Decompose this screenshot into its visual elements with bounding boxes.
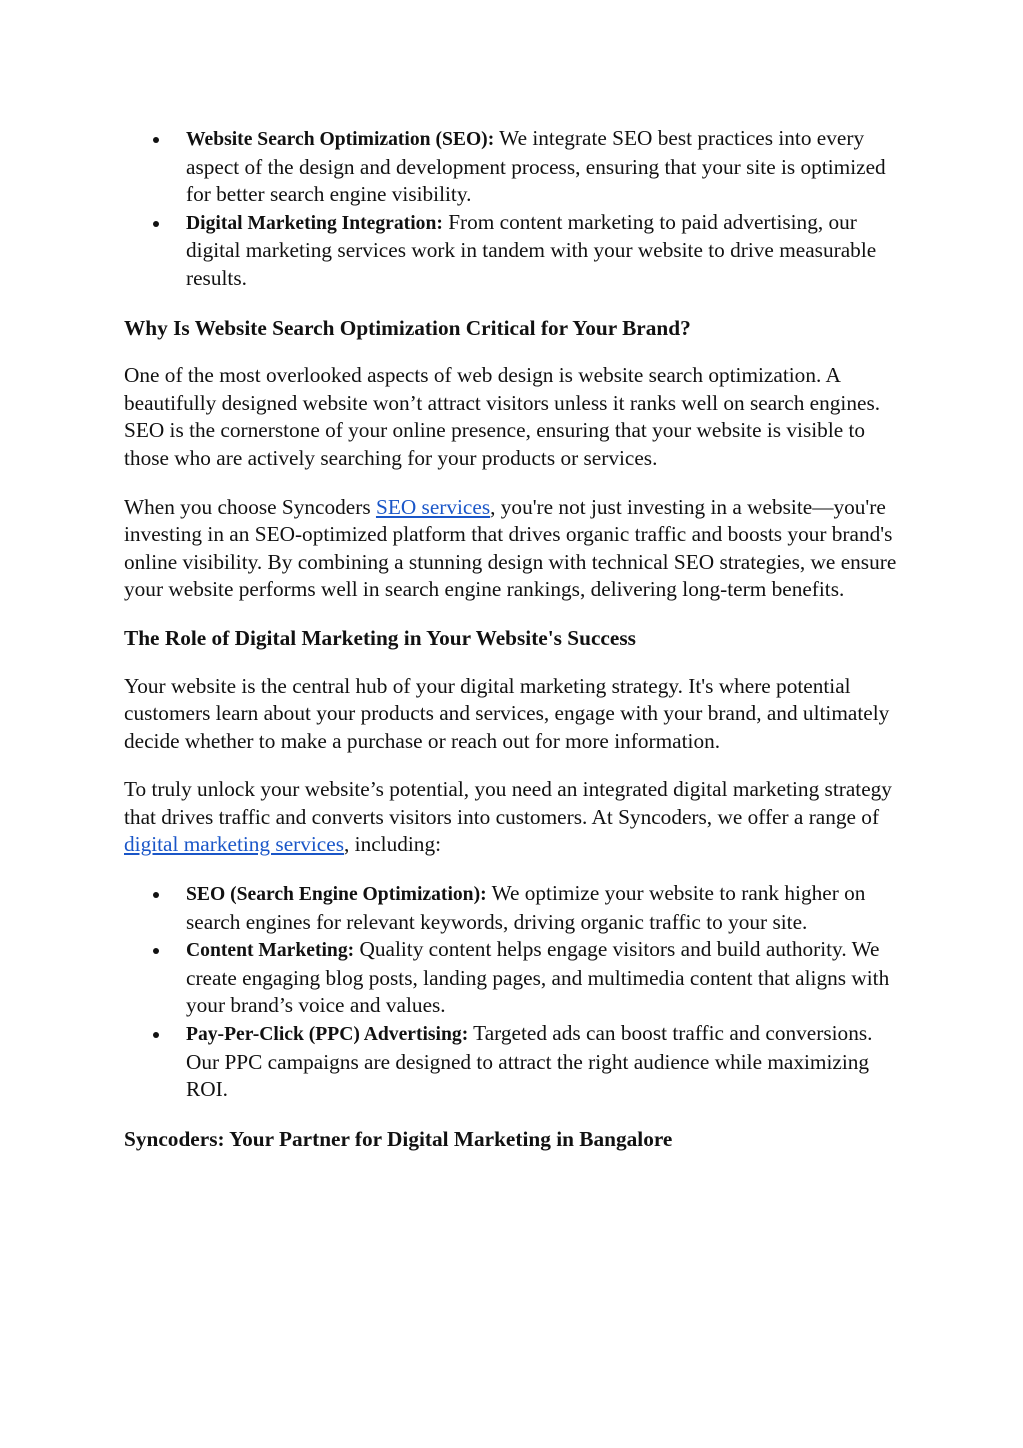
bullet-icon: [153, 221, 159, 227]
paragraph-central-hub: Your website is the central hub of your digital marketing strategy. It's where potential customers learn about your products and services, engage with your brand, and ultimately decide whether to make a purchase or reach out for more information.: [124, 673, 890, 753]
digital-marketing-services-link[interactable]: digital marketing services: [124, 832, 344, 857]
list-item: [124, 125, 900, 209]
paragraph-text: , including:: [344, 832, 442, 857]
list-item-text: From content marketing to paid advertising, our digital marketing services work in tandem with your website to drive measurable results.: [186, 209, 877, 290]
list-item-term: Website Search Optimization (SEO):: [186, 129, 495, 150]
paragraph-seo-overlooked: One of the most overlooked aspects of web design is website search optimization. A beautifully designed website won’t attract visitors unless it ranks well on search engines. SEO is the cornerstone of your online presence, ensuring that your website is visible to those who are actively searching for your products or services.: [124, 363, 881, 470]
paragraph-text: When you choose Syncoders: [124, 494, 376, 519]
list-item: [124, 880, 900, 936]
list-item-term: Content Marketing:: [186, 940, 355, 962]
paragraph-text: To truly unlock your website’s potential, you need an integrated digital marketing strategy that drives traffic and converts visitors into customers. At Syncoders, we offer a range of: [124, 777, 892, 829]
list-item: [124, 1020, 900, 1104]
paragraph-integrated-strategy: [124, 776, 900, 859]
list-item-term: SEO (Search Engine Optimization):: [186, 884, 487, 906]
list-item-term: Digital Marketing Integration:: [186, 212, 443, 234]
list-item-text: Quality content helps engage visitors and build authority. We create engaging blog posts, landing pages, and multimedia content that aligns with your brand’s voice and values.: [186, 937, 890, 1018]
seo-services-link[interactable]: SEO services: [375, 494, 491, 519]
bullet-icon: [153, 892, 159, 898]
list-item-text: We integrate SEO best practices into every aspect of the design and development process, ensuring that your site is optimized for better search engine visibility.: [186, 126, 886, 207]
bullet-icon: [153, 137, 159, 143]
services-list: [124, 125, 900, 293]
document-content: [124, 125, 900, 1153]
section-heading-seo-critical: Why Is Website Search Optimization Critical for Your Brand?: [124, 315, 691, 340]
list-item-text: Targeted ads can boost traffic and conversions. Our PPC campaigns are designed to attract the right audience while maximizing ROI.: [186, 1021, 873, 1102]
section-heading-digital-marketing-role: The Role of Digital Marketing in Your Website's Success: [124, 625, 636, 650]
paragraph-text: , you're not just investing in a website—you're investing in an SEO-optimized platform that drives organic traffic and boosts your brand's online visibility. By combining a stunning design with technical SEO strategies, we ensure your website performs well in search engine rankings, delivering long-term benefits.: [124, 494, 897, 602]
list-item: [124, 209, 900, 293]
list-item-text: We optimize your website to rank higher on search engines for relevant keywords, driving organic traffic to your site.: [186, 881, 866, 934]
list-item-term: Pay-Per-Click (PPC) Advertising:: [186, 1024, 469, 1046]
digital-marketing-list: [124, 880, 900, 1104]
bullet-icon: [153, 948, 159, 954]
paragraph-seo-services: [124, 494, 900, 604]
list-item: [124, 936, 900, 1020]
section-heading-partner-bangalore: Syncoders: Your Partner for Digital Marketing in Bangalore: [124, 1126, 673, 1151]
bullet-icon: [153, 1032, 159, 1038]
